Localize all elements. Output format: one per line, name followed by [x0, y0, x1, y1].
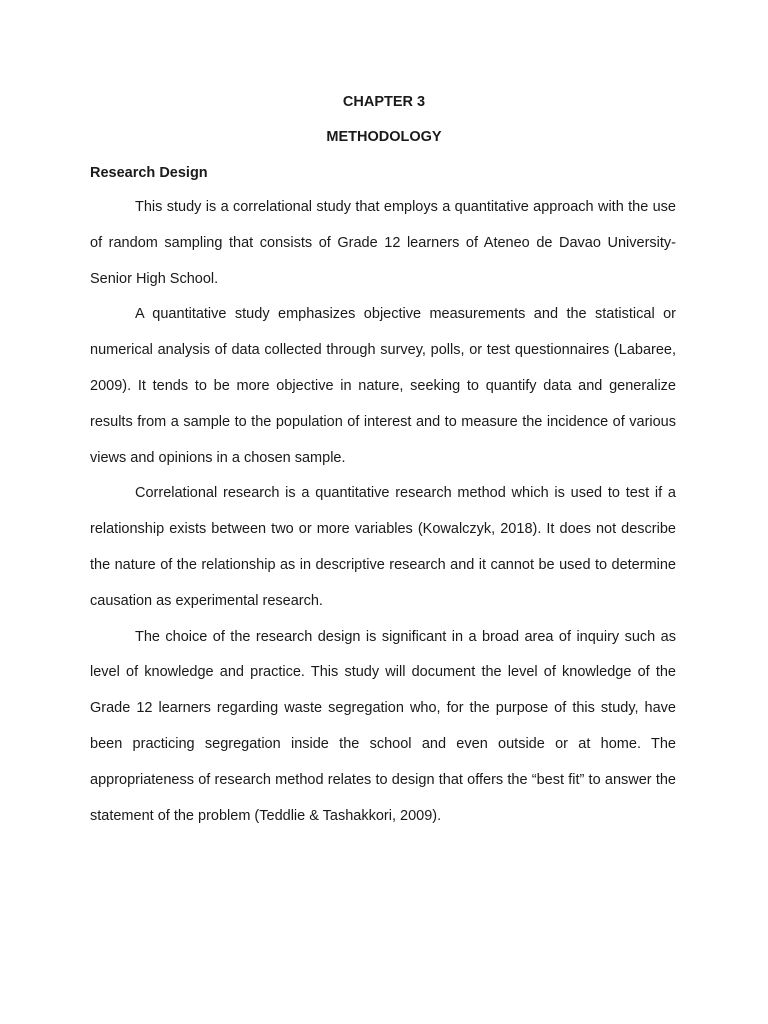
paragraph: Correlational research is a quantitative research method which is used to test if a relationship exists between two or more variables (Kowalczyk, 2018). It does not describe the nature of the relationship as in descriptive research and it cannot be used to determine causation as experimental research. [90, 485, 676, 609]
paragraph: This study is a correlational study that employs a quantitative approach with the use of random sampling that consists of Grade 12 learners of Ateneo de Davao University- Senior High School. [90, 199, 676, 287]
paragraph: The choice of the research design is significant in a broad area of inquiry such as level of knowledge and practice. This study will document the level of knowledge of the Grade 12 learners regarding waste segregation who, for the purpose of this study, have been practicing segregation inside the school and even outside or at home. The appropriateness of research method relates to design that offers the “best fit” to answer the statement of the problem (Teddlie & Tashakkori, 2009). [90, 628, 676, 824]
section-heading: Research Design [90, 165, 208, 181]
chapter-label: CHAPTER 3 [342, 94, 426, 110]
body-text [90, 190, 676, 834]
page-title: METHODOLOGY [326, 129, 442, 145]
paragraph: A quantitative study emphasizes objective measurements and the statistical or numerical analysis of data collected through survey, polls, or test questionnaires (Labaree, 2009). It tends to be more objective in nature, seeking to quantify data and generalize results from a sample to the population of interest and to measure the incidence of various views and opinions in a chosen sample. [90, 306, 676, 466]
